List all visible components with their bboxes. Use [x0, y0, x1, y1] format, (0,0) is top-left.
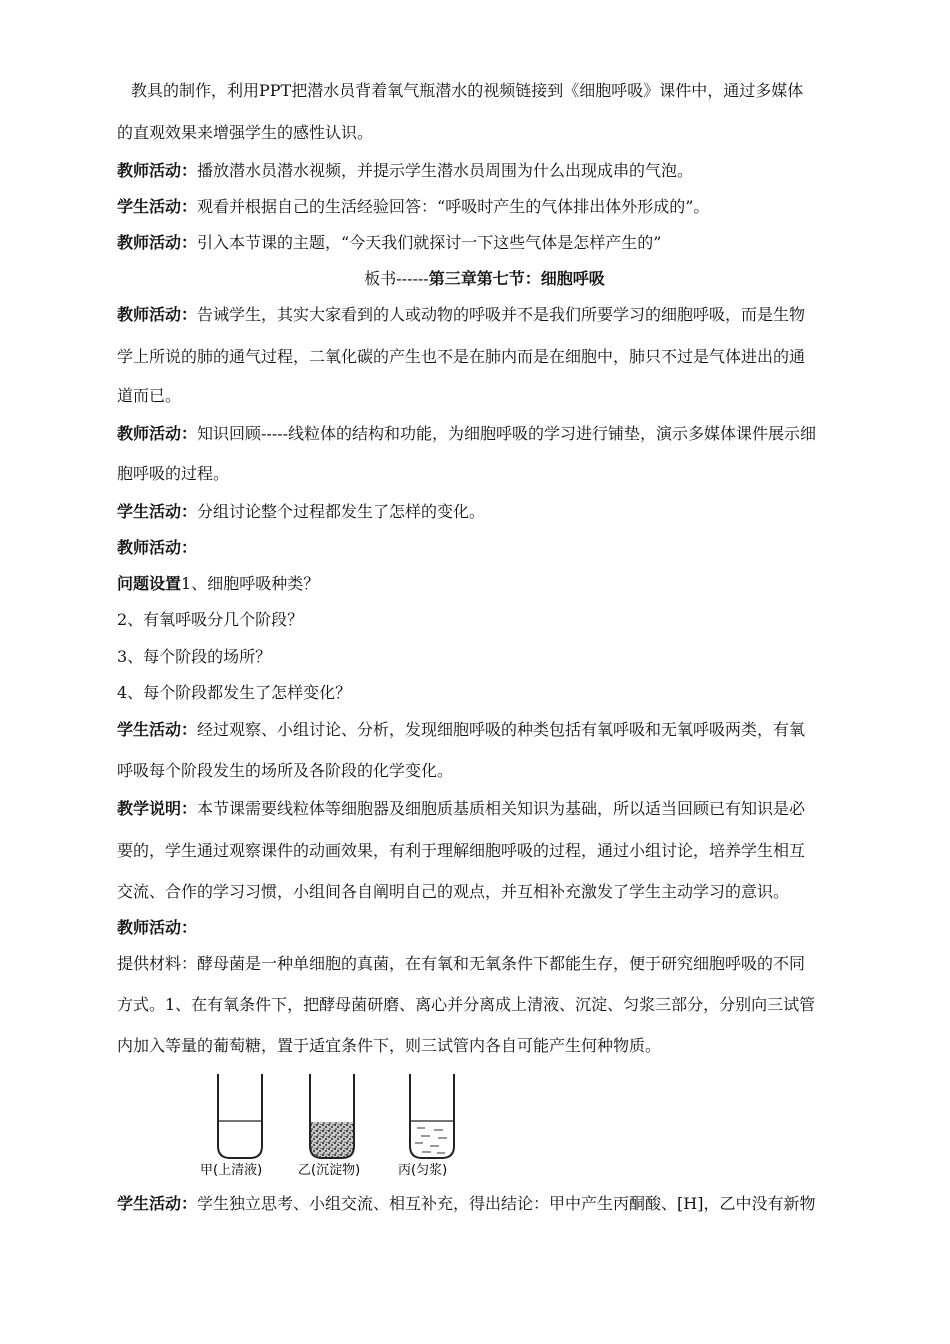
teaching-note-line-1: 教学说明：本节课需要线粒体等细胞器及细胞质基质相关知识为基础，所以适当回顾已有知识是必 [117, 799, 806, 818]
student-activity-1: 学生活动：观看并根据自己的生活经验回答：“呼吸时产生的气体排出体外形成的”。 [117, 197, 710, 216]
student-activity-2: 学生活动：分组讨论整个过程都发生了怎样的变化。 [117, 502, 486, 521]
material-line-1: 提供材料：酵母菌是一种单细胞的真菌，在有氧和无氧条件下都能生存，便于研究细胞呼吸的不同 [117, 954, 806, 973]
test-tubes-figure [190, 1070, 490, 1180]
material-line-2: 方式。1、在有氧条件下，把酵母菌研磨、离心并分离成上清液、沉淀、匀浆三部分，分别向三试管 [117, 995, 816, 1014]
label-teacher: 教师活动： [117, 233, 198, 252]
teacher-activity-4-line-1: 教师活动：知识回顾-----线粒体的结构和功能，为细胞呼吸的学习进行铺垫，演示多媒体课件展示细 [117, 424, 817, 443]
teacher-activity-3-line-1: 教师活动：告诫学生，其实大家看到的人或动物的呼吸并不是我们所要学习的细胞呼吸，而是生物 [117, 305, 806, 324]
question-3: 3、每个阶段的场所？ [117, 647, 272, 666]
question-1: 问题设置1、细胞呼吸种类？ [117, 574, 320, 593]
intro-line-1: 教具的制作，利用PPT把潜水员背着氧气瓶潜水的视频链接到《细胞呼吸》课件中，通过多媒体 [131, 81, 804, 100]
label-teacher: 教师活动： [117, 424, 198, 443]
label-teacher: 教师活动： [117, 918, 198, 937]
caption-jia: 甲(上清液) [200, 1163, 263, 1178]
label-teacher: 教师活动： [117, 161, 198, 180]
board-heading: 板书------第三章第七节：细胞呼吸 [364, 269, 605, 288]
teaching-note-line-3: 交流、合作的学习习惯，小组间各自阐明自己的观点，并互相补充激发了学生主动学习的意识。 [117, 882, 790, 901]
label-student: 学生活动： [117, 720, 198, 739]
label-note: 教学说明： [117, 799, 198, 818]
label-teacher: 教师活动： [117, 538, 198, 557]
label-questions: 问题设置 [117, 574, 182, 593]
teacher-activity-4-line-2: 胞呼吸的过程。 [117, 464, 230, 483]
tube-bing [410, 1074, 454, 1158]
student-activity-3-line-1: 学生活动：经过观察、小组讨论、分析，发现细胞呼吸的种类包括有氧呼吸和无氧呼吸两类，有氧 [117, 720, 806, 739]
label-teacher: 教师活动： [117, 305, 198, 324]
teacher-activity-1: 教师活动：播放潜水员潜水视频，并提示学生潜水员周围为什么出现成串的气泡。 [117, 161, 694, 180]
teaching-note-line-2: 要的，学生通过观察课件的动画效果，有利于理解细胞呼吸的过程，通过小组讨论，培养学生相互 [117, 841, 806, 860]
label-student: 学生活动： [117, 197, 198, 216]
caption-yi: 乙(沉淀物) [298, 1163, 361, 1178]
teacher-activity-5 [117, 530, 852, 566]
question-4: 4、每个阶段都发生了怎样变化？ [117, 683, 352, 702]
test-tubes-drawing [190, 1070, 490, 1180]
question-2: 2、有氧呼吸分几个阶段？ [117, 610, 304, 629]
tube-jia [218, 1074, 262, 1158]
student-activity-3-line-2: 呼吸每个阶段发生的场所及各阶段的化学变化。 [117, 761, 454, 780]
teacher-activity-6 [117, 910, 852, 946]
label-student: 学生活动： [117, 1194, 198, 1213]
tube-yi [310, 1074, 354, 1158]
intro-line-2: 的直观效果来增强学生的感性认识。 [117, 123, 374, 142]
label-student: 学生活动： [117, 502, 198, 521]
teacher-activity-3-line-3: 道而已。 [117, 386, 182, 405]
student-activity-4: 学生活动：学生独立思考、小组交流、相互补充，得出结论：甲中产生丙酮酸、[H]，乙中没有新物 [117, 1194, 816, 1213]
teacher-activity-2: 教师活动：引入本节课的主题，“今天我们就探讨一下这些气体是怎样产生的” [117, 233, 662, 252]
material-line-3: 内加入等量的葡萄糖，置于适宜条件下，则三试管内各自可能产生何种物质。 [117, 1036, 662, 1055]
caption-bing: 丙(匀浆) [398, 1163, 448, 1178]
teacher-activity-3-line-2: 学上所说的肺的通气过程，二氧化碳的产生也不是在肺内而是在细胞中，肺只不过是气体进出的通 [117, 347, 806, 366]
